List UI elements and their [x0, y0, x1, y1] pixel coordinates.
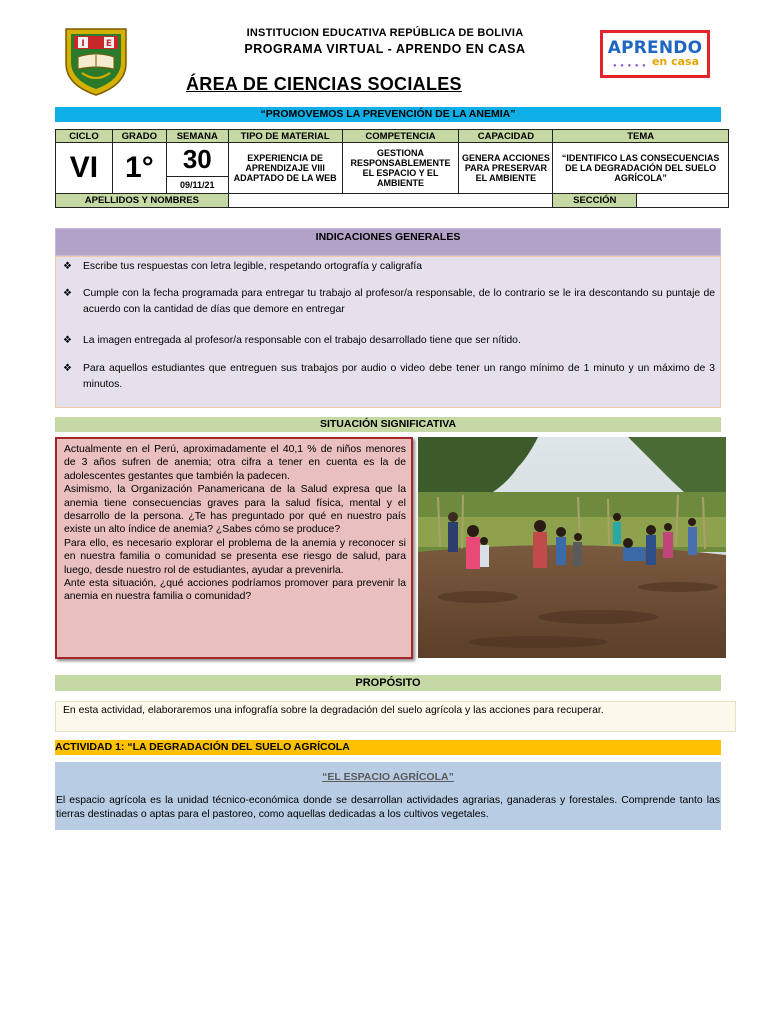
header-ciclo: CICLO: [56, 130, 113, 143]
logo-line2: en casa: [651, 55, 699, 68]
shield-letter-e: E: [105, 39, 113, 49]
situacion-paragraph: Para ello, es necesario explorar el problema de la anemia y reconocer si en nuestra familia o comunidad se presenta ese riesgo de salud, para luego, desde nuestro rol de estudiantes, ayudar a prevenirla.: [64, 537, 406, 576]
list-item: [63, 333, 715, 349]
espacio-agricola-text: El espacio agrícola es la unidad técnico-económica donde se desarrollan actividades agrarias, ganaderas y forestales. Comprende tanto las tierras destinadas o aptas para el pastoreo, como aquellas dedicadas a los cultivos vegetales.: [56, 795, 720, 820]
espacio-agricola-subtitle: “EL ESPACIO AGRÍCOLA”: [322, 771, 454, 783]
indicacion-text: Escribe tus respuestas con letra legible, respetando ortografía y caligrafía: [83, 261, 423, 272]
apellidos-field[interactable]: [228, 194, 553, 208]
indicacion-text: La imagen entregada al profesor/a responsable con el trabajo desarrollado tiene que ser nítido.: [83, 335, 521, 346]
proposito-text: En esta actividad, elaboraremos una infografía sobre la degradación del suelo agrícola y las acciones para recuperar.: [55, 701, 736, 732]
header-tema: TEMA: [553, 130, 729, 143]
situacion-text: [64, 443, 406, 604]
capacidad-value: GENERA ACCIONES PARA PRESERVAR EL AMBIENTE: [459, 143, 553, 194]
header-competencia: COMPETENCIA: [342, 130, 459, 143]
area-title: ÁREA DE CIENCIAS SOCIALES: [186, 74, 462, 94]
grado-value: 1°: [112, 143, 166, 194]
header-capacidad: CAPACIDAD: [459, 130, 553, 143]
actividad-title: ACTIVIDAD 1: “LA DEGRADACIÓN DEL SUELO AGRÍCOLA: [55, 740, 721, 755]
tipo-material-value: EXPERIENCIA DE APRENDIZAJE VIII ADAPTADO DE LA WEB: [228, 143, 342, 194]
seccion-field[interactable]: [637, 194, 729, 208]
seccion-label: SECCIÓN: [553, 194, 637, 208]
indicaciones-title: INDICACIONES GENERALES: [55, 228, 721, 256]
program-name: PROGRAMA VIRTUAL - APRENDO EN CASA: [244, 42, 526, 56]
aprendo-en-casa-logo: [600, 30, 710, 78]
situacion-title: SITUACIÓN SIGNIFICATIVA: [55, 417, 721, 432]
situacion-paragraph: Actualmente en el Perú, aproximadamente el 40,1 % de niños menores de 3 años sufren de anemia; otra cifra a tener en cuenta es la de adolescentes gestantes que también la padecen.: [64, 444, 406, 482]
school-name: INSTITUCION EDUCATIVA REPÚBLICA DE BOLIVIA: [246, 27, 524, 39]
list-item: [63, 361, 715, 393]
logo-dots-decoration: ● ● ● ● ●: [613, 63, 647, 69]
situacion-paragraph: Ante esta situación, ¿qué acciones podríamos promover para prevenir la anemia en nuestra familia o comunidad?: [64, 578, 406, 603]
info-table: [55, 129, 729, 208]
diamond-bullet-icon: ❖: [63, 335, 72, 346]
school-shield-logo: [60, 25, 132, 97]
diamond-bullet-icon: ❖: [63, 288, 72, 299]
fecha-value: 09/11/21: [166, 177, 228, 194]
diamond-bullet-icon: ❖: [63, 363, 72, 374]
situacion-paragraph: Asimismo, la Organización Panamericana de la Salud expresa que la anemia tiene consecuencias graves para la salud física, mental y el desarrollo de la persona. ¿Te has preguntado por qué en nuestro país existe un alto índice de anemia? ¿Sabes cómo se produce?: [64, 484, 406, 536]
indicaciones-list: [55, 256, 721, 408]
indicacion-text: Para aquellos estudiantes que entreguen sus trabajos por audio o video debe tener un rango mínimo de 1 minuto y un máximo de 3 minutos.: [83, 363, 715, 390]
logo-line1: APRENDO: [607, 38, 703, 58]
apellidos-label: APELLIDOS Y NOMBRES: [56, 194, 229, 208]
header-semana: SEMANA: [166, 130, 228, 143]
list-item: [63, 286, 715, 318]
list-item: [63, 259, 715, 275]
espacio-agricola-box: [55, 762, 721, 830]
diamond-bullet-icon: ❖: [63, 261, 72, 272]
competencia-value: GESTIONA RESPONSABLEMENTE EL ESPACIO Y EL AMBIENTE: [342, 143, 459, 194]
tema-value: “IDENTIFICO LAS CONSECUENCIAS DE LA DEGRADACIÓN DEL SUELO AGRÍCOLA”: [553, 143, 729, 194]
shield-letter-i: I: [81, 39, 85, 49]
campaign-banner: “PROMOVEMOS LA PREVENCIÓN DE LA ANEMIA”: [55, 107, 721, 122]
situacion-box: [55, 437, 413, 659]
farm-field-photo: [418, 437, 726, 658]
ciclo-value: VI: [56, 143, 113, 194]
header-tipo-material: TIPO DE MATERIAL: [228, 130, 342, 143]
indicacion-text: Cumple con la fecha programada para entregar tu trabajo al profesor/a responsable, de lo contrario se le ira descontando su puntaje de acuerdo con la cantidad de días que demore en entregar: [83, 288, 715, 315]
header-grado: GRADO: [112, 130, 166, 143]
proposito-title: PROPÓSITO: [55, 675, 721, 691]
semana-value: 30: [166, 143, 228, 177]
